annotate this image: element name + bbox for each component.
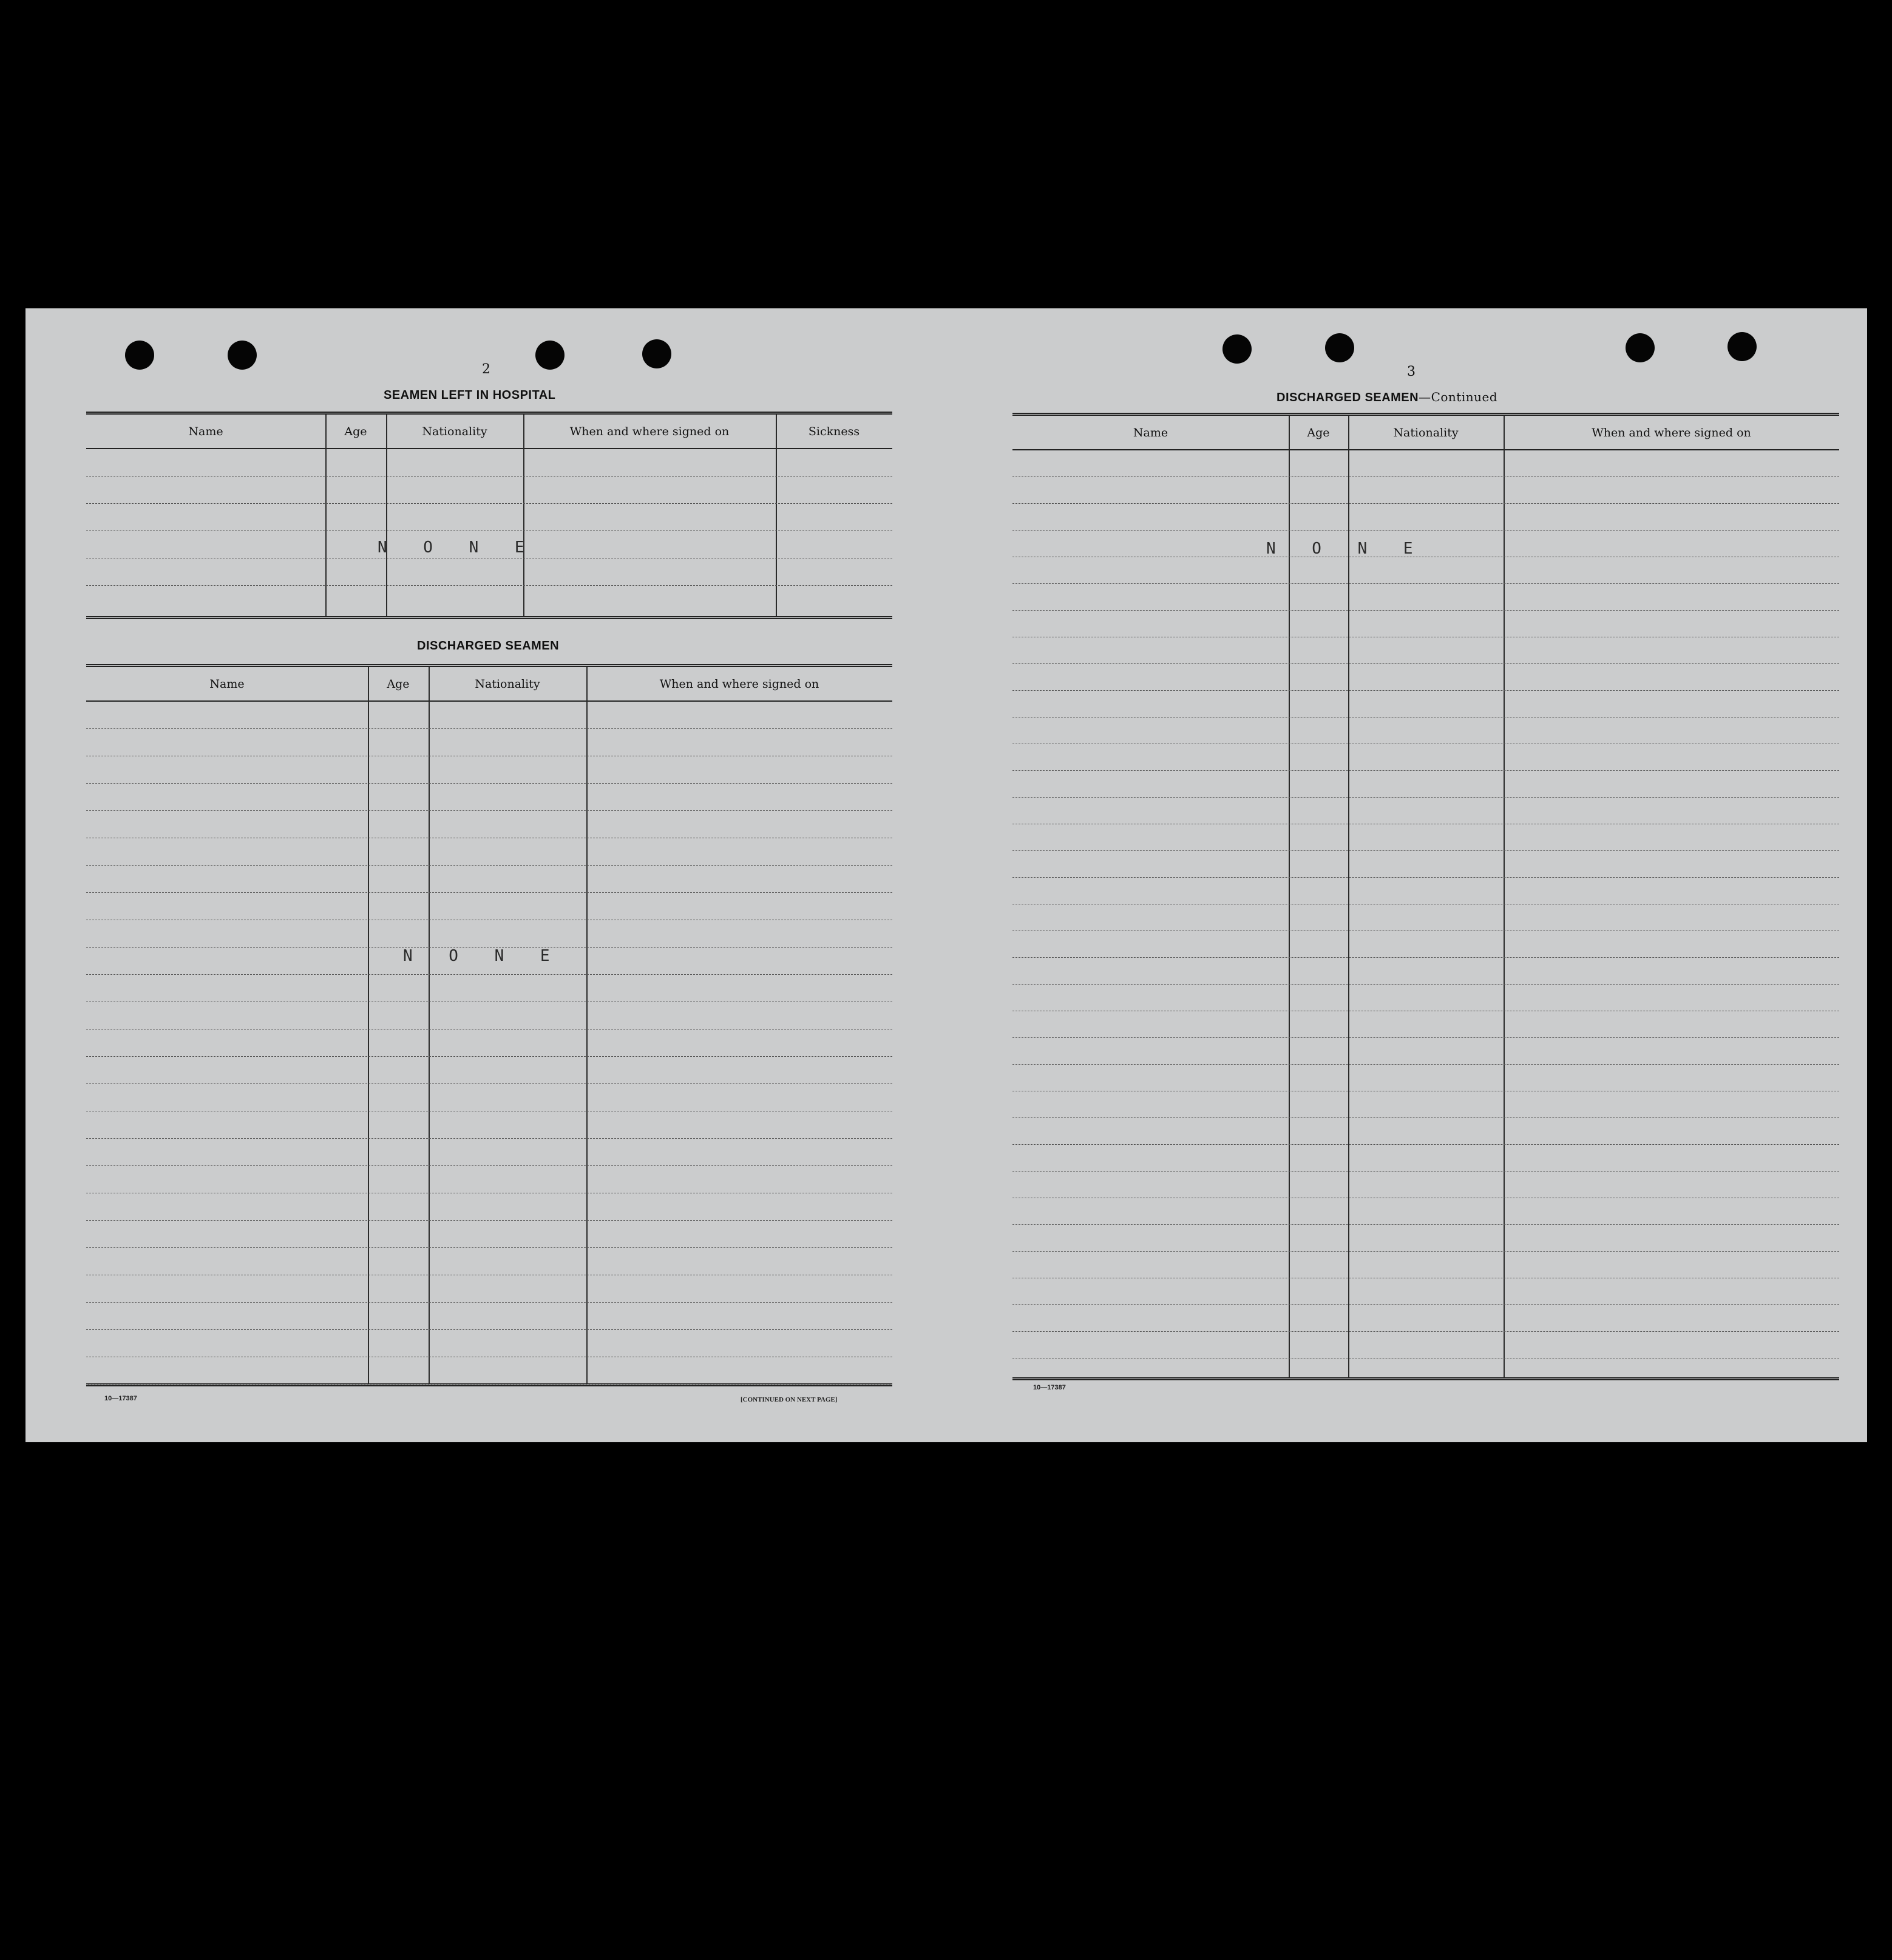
table-row [86, 558, 892, 586]
table-row [1012, 557, 1839, 584]
punch-hole-icon [1728, 332, 1757, 361]
punch-hole-icon [1325, 333, 1354, 362]
col-signed-on-header: When and where signed on [1592, 426, 1751, 439]
table-row [86, 1275, 892, 1303]
table-row [86, 702, 892, 729]
continued-section-title [1277, 390, 1497, 405]
discharged-table-header [86, 667, 892, 702]
table-row [86, 784, 892, 811]
col-nationality-header: Nationality [475, 677, 540, 691]
table-row [86, 1166, 892, 1193]
discharged-none-entry: N O N E [403, 947, 563, 965]
right-page-number: 3 [1407, 364, 1416, 379]
table-row [86, 729, 892, 756]
table-row [86, 1084, 892, 1111]
left-page-number: 2 [482, 362, 490, 377]
table-row [1012, 1145, 1839, 1172]
table-row [1012, 664, 1839, 691]
discharged-continued-rows [1012, 450, 1839, 1377]
table-row [1012, 985, 1839, 1011]
table-row [86, 1111, 892, 1139]
table-row [1012, 1225, 1839, 1252]
hospital-table-rows [86, 449, 892, 616]
table-row [1012, 504, 1839, 531]
table-row [1012, 771, 1839, 798]
table-row [1012, 691, 1839, 717]
form-sheet [25, 308, 1867, 1442]
continued-section-title-main: DISCHARGED SEAMEN [1277, 391, 1419, 404]
col-name-header: Name [188, 424, 223, 438]
table-row [1012, 878, 1839, 904]
table-row [1012, 1011, 1839, 1038]
table-row [86, 975, 892, 1002]
table-row [1012, 744, 1839, 771]
table-row [1012, 1332, 1839, 1358]
table-row [1012, 798, 1839, 824]
table-row [1012, 958, 1839, 985]
hospital-section-title: SEAMEN LEFT IN HOSPITAL [384, 388, 556, 402]
table-row [1012, 1091, 1839, 1118]
table-row [1012, 824, 1839, 851]
discharged-continued-header [1012, 416, 1839, 450]
table-row [86, 1057, 892, 1084]
col-age-header: Age [387, 677, 410, 691]
punch-hole-icon [228, 341, 257, 370]
col-name-header: Name [1133, 426, 1168, 439]
table-row [86, 811, 892, 838]
continued-section-title-suffix: —Continued [1419, 390, 1498, 404]
table-row [86, 838, 892, 866]
table-row [1012, 1305, 1839, 1332]
right-form-code: 10—17387 [1033, 1384, 1066, 1391]
table-row [86, 1193, 892, 1221]
table-row [86, 1303, 892, 1330]
col-signed-on-header: When and where signed on [569, 424, 730, 438]
table-row [86, 1139, 892, 1166]
table-row [1012, 1118, 1839, 1145]
table-row [86, 1248, 892, 1275]
discharged-continued-table [1012, 413, 1839, 1380]
table-row [86, 866, 892, 893]
table-row [1012, 904, 1839, 931]
table-row [1012, 637, 1839, 664]
continued-note: [CONTINUED ON NEXT PAGE] [741, 1396, 838, 1403]
table-row [86, 1029, 892, 1057]
table-row [86, 893, 892, 920]
table-row [1012, 584, 1839, 611]
table-row [86, 920, 892, 948]
col-age-header: Age [1307, 426, 1330, 439]
table-row [1012, 477, 1839, 504]
punch-hole-icon [1626, 333, 1655, 362]
continued-none-entry: N O N E [1266, 540, 1426, 558]
hospital-table-header [86, 415, 892, 449]
col-age-header: Age [344, 424, 367, 438]
table-row [86, 1357, 892, 1385]
table-row [1012, 1065, 1839, 1091]
table-row [1012, 717, 1839, 744]
col-nationality-header: Nationality [422, 424, 487, 438]
table-row [1012, 450, 1839, 477]
table-row [86, 1221, 892, 1248]
punch-hole-icon [1222, 334, 1252, 364]
punch-hole-icon [125, 341, 154, 370]
table-row [1012, 1172, 1839, 1198]
table-row [1012, 931, 1839, 958]
table-row [1012, 1198, 1839, 1225]
table-row [1012, 1038, 1839, 1065]
hospital-table [86, 412, 892, 619]
table-row [86, 476, 892, 504]
punch-hole-icon [642, 339, 671, 368]
col-signed-on-header: When and where signed on [659, 677, 819, 691]
discharged-table [86, 664, 892, 1386]
table-row [1012, 851, 1839, 878]
table-row [1012, 1278, 1839, 1305]
punch-hole-icon [535, 341, 565, 370]
col-sickness-header: Sickness [808, 424, 860, 438]
col-name-header: Name [209, 677, 245, 691]
table-row [86, 449, 892, 476]
discharged-section-title: DISCHARGED SEAMEN [417, 639, 560, 653]
table-row [86, 1002, 892, 1029]
discharged-table-rows [86, 702, 892, 1383]
hospital-none-entry: N O N E [378, 538, 538, 557]
table-row [1012, 1252, 1839, 1278]
table-row [86, 504, 892, 531]
col-nationality-header: Nationality [1393, 426, 1459, 439]
table-row [86, 1330, 892, 1357]
table-row [1012, 611, 1839, 637]
left-form-code: 10—17387 [104, 1395, 137, 1402]
table-row [86, 756, 892, 784]
